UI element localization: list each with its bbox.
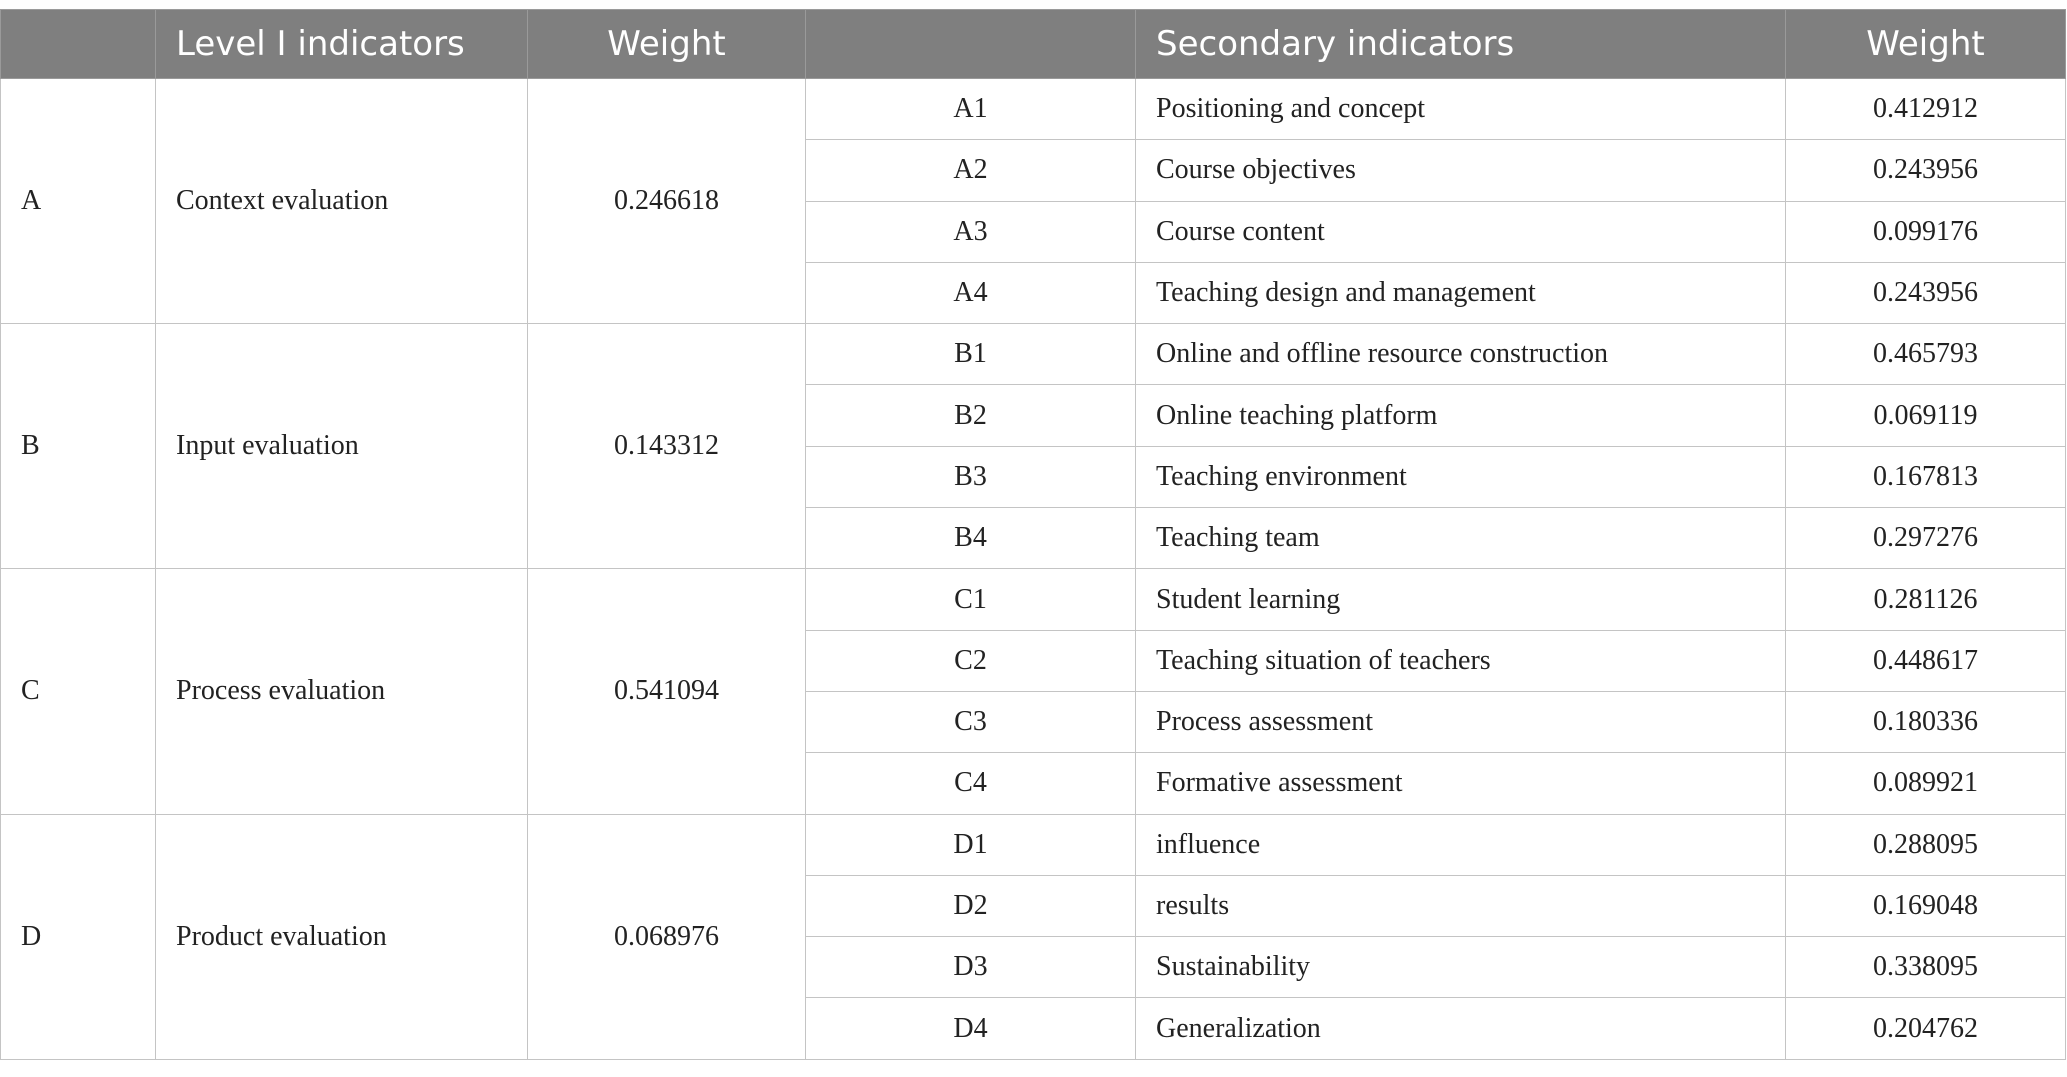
group-weight: 0.143312 bbox=[528, 324, 806, 569]
group-name: Process evaluation bbox=[156, 569, 528, 814]
item-weight: 0.169048 bbox=[1786, 875, 2066, 936]
table-row bbox=[1, 324, 2066, 385]
item-code: D4 bbox=[806, 998, 1136, 1059]
item-weight: 0.281126 bbox=[1786, 569, 2066, 630]
group-name: Product evaluation bbox=[156, 814, 528, 1059]
item-weight: 0.338095 bbox=[1786, 937, 2066, 998]
group-weight: 0.541094 bbox=[528, 569, 806, 814]
item-name: Teaching design and management bbox=[1136, 262, 1786, 323]
group-code: B bbox=[1, 324, 156, 569]
indicators-table bbox=[0, 9, 2066, 1060]
item-weight: 0.412912 bbox=[1786, 79, 2066, 140]
item-code: A2 bbox=[806, 140, 1136, 201]
item-weight: 0.204762 bbox=[1786, 998, 2066, 1059]
group-code: C bbox=[1, 569, 156, 814]
item-name: Teaching situation of teachers bbox=[1136, 630, 1786, 691]
item-name: Course objectives bbox=[1136, 140, 1786, 201]
header-sub-code bbox=[806, 10, 1136, 79]
item-name: Teaching environment bbox=[1136, 446, 1786, 507]
group-name: Context evaluation bbox=[156, 79, 528, 324]
item-name: Course content bbox=[1136, 201, 1786, 262]
header-weight2: Weight bbox=[1786, 10, 2066, 79]
table-body bbox=[1, 79, 2066, 1060]
item-code: C4 bbox=[806, 753, 1136, 814]
item-weight: 0.243956 bbox=[1786, 140, 2066, 201]
group-weight: 0.246618 bbox=[528, 79, 806, 324]
item-weight: 0.465793 bbox=[1786, 324, 2066, 385]
item-name: Positioning and concept bbox=[1136, 79, 1786, 140]
item-code: A3 bbox=[806, 201, 1136, 262]
item-code: D2 bbox=[806, 875, 1136, 936]
item-weight: 0.089921 bbox=[1786, 753, 2066, 814]
item-code: A4 bbox=[806, 262, 1136, 323]
item-name: Online teaching platform bbox=[1136, 385, 1786, 446]
item-name: Formative assessment bbox=[1136, 753, 1786, 814]
header-level1: Level I indicators bbox=[156, 10, 528, 79]
item-code: B4 bbox=[806, 508, 1136, 569]
item-name: Teaching team bbox=[1136, 508, 1786, 569]
item-code: D3 bbox=[806, 937, 1136, 998]
table-row bbox=[1, 569, 2066, 630]
item-code: B1 bbox=[806, 324, 1136, 385]
header-secondary: Secondary indicators bbox=[1136, 10, 1786, 79]
group-code: D bbox=[1, 814, 156, 1059]
table-header bbox=[1, 10, 2066, 79]
item-code: C2 bbox=[806, 630, 1136, 691]
item-code: D1 bbox=[806, 814, 1136, 875]
item-weight: 0.288095 bbox=[1786, 814, 2066, 875]
item-weight: 0.180336 bbox=[1786, 691, 2066, 752]
header-code bbox=[1, 10, 156, 79]
table-row bbox=[1, 814, 2066, 875]
item-weight: 0.243956 bbox=[1786, 262, 2066, 323]
item-name: Generalization bbox=[1136, 998, 1786, 1059]
item-code: C1 bbox=[806, 569, 1136, 630]
item-code: B3 bbox=[806, 446, 1136, 507]
header-row bbox=[1, 10, 2066, 79]
item-weight: 0.297276 bbox=[1786, 508, 2066, 569]
item-weight: 0.099176 bbox=[1786, 201, 2066, 262]
item-name: results bbox=[1136, 875, 1786, 936]
item-name: Process assessment bbox=[1136, 691, 1786, 752]
item-name: influence bbox=[1136, 814, 1786, 875]
item-weight: 0.167813 bbox=[1786, 446, 2066, 507]
item-code: A1 bbox=[806, 79, 1136, 140]
table-row bbox=[1, 79, 2066, 140]
item-name: Student learning bbox=[1136, 569, 1786, 630]
item-weight: 0.069119 bbox=[1786, 385, 2066, 446]
item-weight: 0.448617 bbox=[1786, 630, 2066, 691]
item-name: Sustainability bbox=[1136, 937, 1786, 998]
header-weight1: Weight bbox=[528, 10, 806, 79]
group-name: Input evaluation bbox=[156, 324, 528, 569]
item-code: B2 bbox=[806, 385, 1136, 446]
group-weight: 0.068976 bbox=[528, 814, 806, 1059]
item-name: Online and offline resource construction bbox=[1136, 324, 1786, 385]
item-code: C3 bbox=[806, 691, 1136, 752]
group-code: A bbox=[1, 79, 156, 324]
